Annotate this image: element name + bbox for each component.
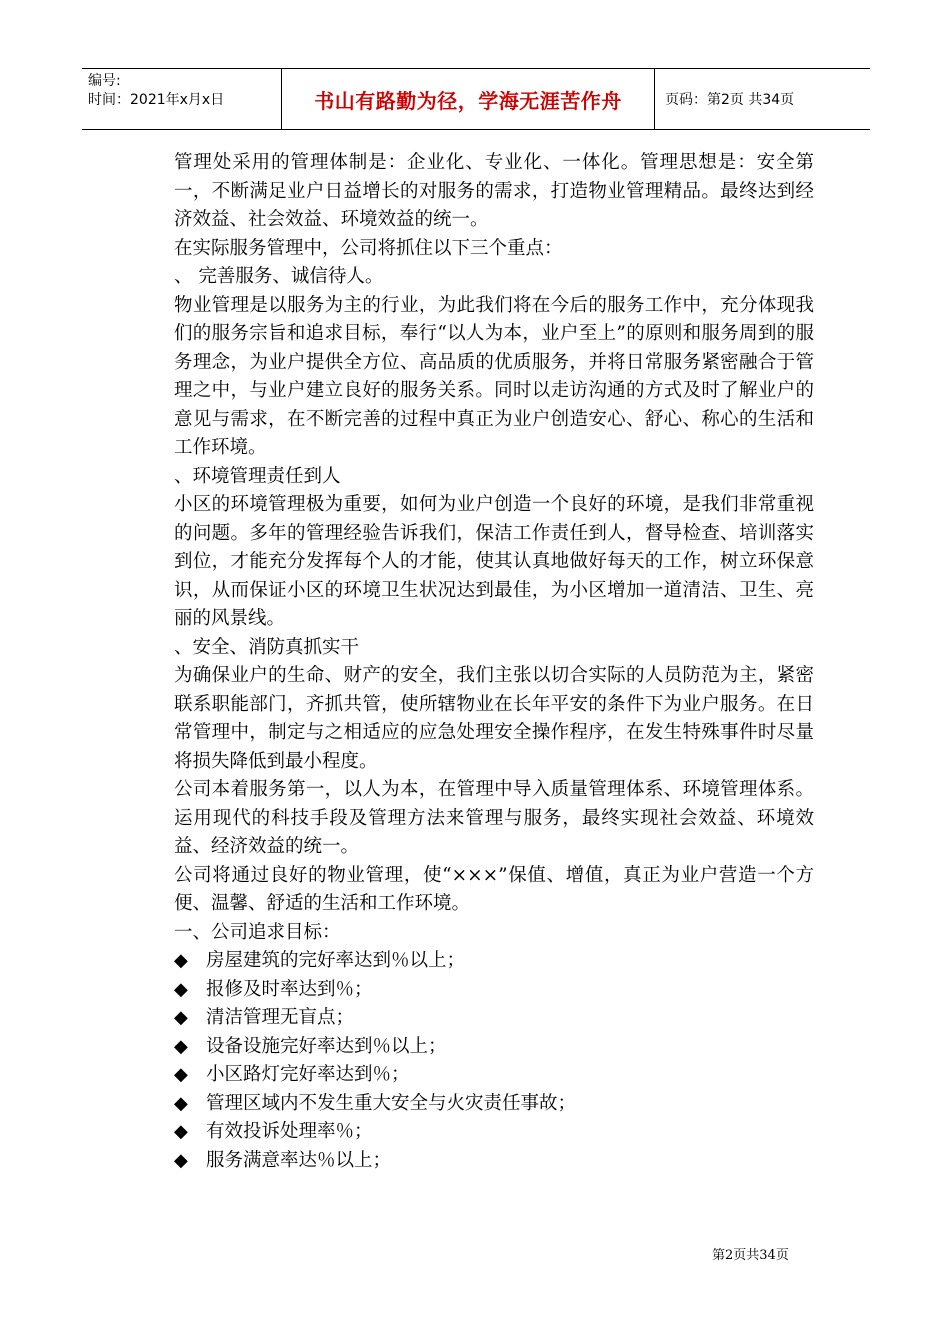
document-number-label: 编号:	[88, 73, 121, 89]
list-item-text: 清洁管理无盲点；	[206, 1007, 355, 1028]
page-footer-number: 第2页共34页	[712, 1248, 789, 1263]
paragraph-environment: 小区的环境管理极为重要，如何为业户创造一个良好的环境，是我们非常重视的问题。多年的管理经验告诉我们，保洁工作责任到人，督导检查、培训落实到位，才能充分发挥每个人的才能，使其认真地做好每天的工作，树立环保意识，从而保证小区的环境卫生状况达到最佳，为小区增加一道清洁、卫生、亮丽的风景线。	[174, 494, 814, 629]
list-item	[174, 976, 814, 1005]
header-meta	[82, 69, 282, 129]
heading-safety: 、安全、消防真抓实干	[174, 636, 360, 658]
list-item-text: 房屋建筑的完好率达到％以上；	[206, 950, 466, 971]
paragraph-management-system: 管理处采用的管理体制是：企业化、专业化、一体化。管理思想是：安全第一，不断满足业户日益增长的对服务的需求，打造物业管理精品。最终达到经济效益、社会效益、环境效益的统一。	[174, 152, 814, 230]
page-header	[82, 68, 870, 130]
header-page-number: 页码：第2页 共34页	[665, 92, 795, 108]
list-item-text: 服务满意率达％以上；	[206, 1149, 392, 1171]
paragraph-safety: 为确保业户的生命、财产的安全，我们主张以切合实际的人员防范为主，紧密联系职能部门，齐抓共管，使所辖物业在长年平安的条件下为业户服务。在日常管理中，制定与之相适应的应急处理安全操作程序，在发生特殊事件时尽量将损失降低到最小程度。	[174, 665, 814, 772]
diamond-bullet-icon: ◆	[174, 1121, 188, 1142]
heading-service: 、 完善服务、诚信待人。	[174, 266, 384, 287]
paragraph-service: 物业管理是以服务为主的行业，为此我们将在今后的服务工作中，充分体现我们的服务宗旨和追求目标，奉行“以人为本，业户至上”的原则和服务周到的服务理念，为业户提供全方位、高品质的优质服务，并将日常服务紧密融合于管理之中，与业户建立良好的服务关系。同时以走访沟通的方式及时了解业户的意见与需求，在不断完善的过程中真正为业户创造安心、舒心、称心的生活和工作环境。	[174, 294, 814, 458]
list-item	[174, 1147, 814, 1176]
diamond-bullet-icon: ◆	[174, 1092, 188, 1114]
diamond-bullet-icon: ◆	[174, 978, 188, 1000]
header-motto: 书山有路勤为径，学海无涯苦作舟	[282, 69, 655, 129]
list-item	[174, 1118, 814, 1147]
document-date-label: 时间：2021年x月x日	[88, 92, 225, 108]
list-item	[174, 947, 814, 976]
diamond-bullet-icon: ◆	[174, 1007, 188, 1028]
heading-goals: 一、公司追求目标：	[174, 921, 341, 943]
heading-environment: 、环境管理责任到人	[174, 465, 341, 487]
diamond-bullet-icon: ◆	[174, 1035, 188, 1057]
list-item	[174, 1033, 814, 1062]
list-item	[174, 1090, 814, 1119]
list-item	[174, 1004, 814, 1033]
list-item-text: 小区路灯完好率达到％；	[206, 1064, 410, 1085]
list-item-text: 管理区域内不发生重大安全与火灾责任事故；	[206, 1092, 577, 1114]
list-item	[174, 1061, 814, 1090]
goals-list	[174, 947, 814, 1175]
paragraph-quality-system: 公司本着服务第一，以人为本，在管理中导入质量管理体系、环境管理体系。运用现代的科技手段及管理方法来管理与服务，最终实现社会效益、环境效益、经济效益的统一。	[174, 779, 814, 857]
list-item-text: 报修及时率达到％；	[206, 978, 373, 1000]
document-body	[174, 149, 814, 1175]
diamond-bullet-icon: ◆	[174, 1064, 188, 1085]
diamond-bullet-icon: ◆	[174, 1149, 188, 1171]
diamond-bullet-icon: ◆	[174, 950, 188, 971]
list-item-text: 有效投诉处理率％；	[206, 1121, 373, 1142]
paragraph-value: 公司将通过良好的物业管理，使“×××”保值、增值，真正为业户营造一个方便、温馨、舒适的生活和工作环境。	[174, 864, 814, 914]
list-item-text: 设备设施完好率达到％以上；	[206, 1035, 447, 1057]
paragraph-three-focus-intro: 在实际服务管理中，公司将抓住以下三个重点：	[174, 237, 563, 259]
